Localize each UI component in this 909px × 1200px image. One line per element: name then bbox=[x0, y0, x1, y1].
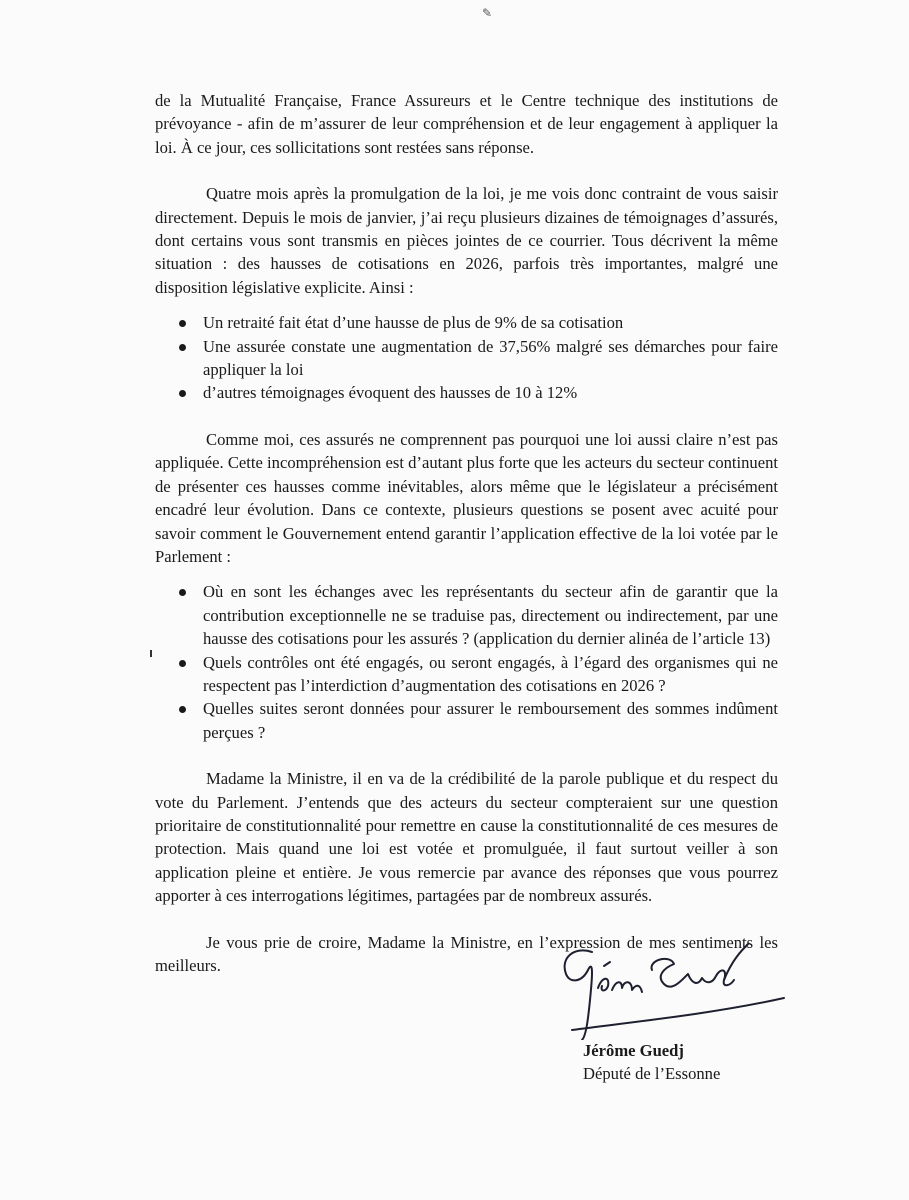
bullet-icon bbox=[179, 660, 186, 667]
letter-body bbox=[155, 89, 778, 977]
list-item: Quels contrôles ont été engagés, ou seront engagés, à l’égard des organismes qui ne respectent pas l’interdiction d’augmentation des cotisations en 2026 ? bbox=[155, 651, 778, 698]
closing-formula: Je vous prie de croire, Madame la Ministre, en l’expression de mes sentiments les meilleurs. bbox=[155, 932, 778, 975]
questions-list bbox=[155, 580, 778, 744]
signatory-role: Député de l’Essonne bbox=[583, 1064, 721, 1083]
list-item: Où en sont les échanges avec les représentants du secteur afin de garantir que la contribution exceptionnelle ne se traduise pas, directement ou indirectement, par une hausse des cotisations pour les assurés ? (application du dernier alinéa de l’article 13) bbox=[155, 580, 778, 650]
scan-artifact bbox=[150, 650, 152, 657]
bullet-icon bbox=[179, 706, 186, 713]
list-item: Quelles suites seront données pour assurer le remboursement des sommes indûment perçues ? bbox=[155, 697, 778, 744]
handwritten-signature-icon bbox=[552, 940, 792, 1040]
paragraph-4: Madame la Ministre, il en va de la crédibilité de la parole publique et du respect du vote du Parlement. J’entends que des acteurs du secteur compteraient sur une question prioritaire de constitutionnalité pour remettre en cause la constitutionnalité de ces mesures de protection. Mais quand une loi est votée et promulguée, il faut surtout veiller à son application pleine et entière. Je vous remercie par avance des réponses que vous pourrez apporter à ces interrogations légitimes, partagées par de nombreux assurés. bbox=[155, 769, 778, 906]
paragraph-1: de la Mutualité Française, France Assureurs et le Centre technique des institutions de prévoyance - afin de m’assurer de leur compréhension et de leur engagement à appliquer la loi. À ce jour, ces sollicitations sont restées sans réponse. bbox=[155, 91, 778, 157]
bullet-icon bbox=[179, 344, 186, 351]
signatory-name: Jérôme Guedj bbox=[583, 1041, 684, 1060]
bullet-icon bbox=[179, 390, 186, 397]
paragraph-3: Comme moi, ces assurés ne comprennent pas pourquoi une loi aussi claire n’est pas appliquée. Cette incompréhension est d’autant plus forte que les acteurs du secteur continuent de présenter ces hausses comme inévitables, alors même que le législateur a précisément encadré leur évolution. Dans ce contexte, plusieurs questions se posent avec acuité pour savoir comment le Gouvernement entend garantir l’application effective de la loi votée par le Parlement : bbox=[155, 429, 778, 566]
list-item: d’autres témoignages évoquent des hausses de 10 à 12% bbox=[155, 381, 778, 404]
bullet-icon bbox=[179, 320, 186, 327]
scan-mark: ✎ bbox=[482, 6, 493, 20]
paragraph-2: Quatre mois après la promulgation de la loi, je me vois donc contraint de vous saisir directement. Depuis le mois de janvier, j’ai reçu plusieurs dizaines de témoignages d’assurés, dont certains vous sont transmis en pièces jointes de ce courrier. Tous décrivent la même situation : des hausses de cotisations en 2026, parfois très importantes, malgré une disposition législative explicite. Ainsi : bbox=[155, 184, 778, 297]
testimony-list bbox=[155, 311, 778, 405]
list-item: Un retraité fait état d’une hausse de plus de 9% de sa cotisation bbox=[155, 311, 778, 334]
list-item: Une assurée constate une augmentation de 37,56% malgré ses démarches pour faire appliquer la loi bbox=[155, 335, 778, 382]
signature-block bbox=[540, 940, 800, 1090]
bullet-icon bbox=[179, 589, 186, 596]
